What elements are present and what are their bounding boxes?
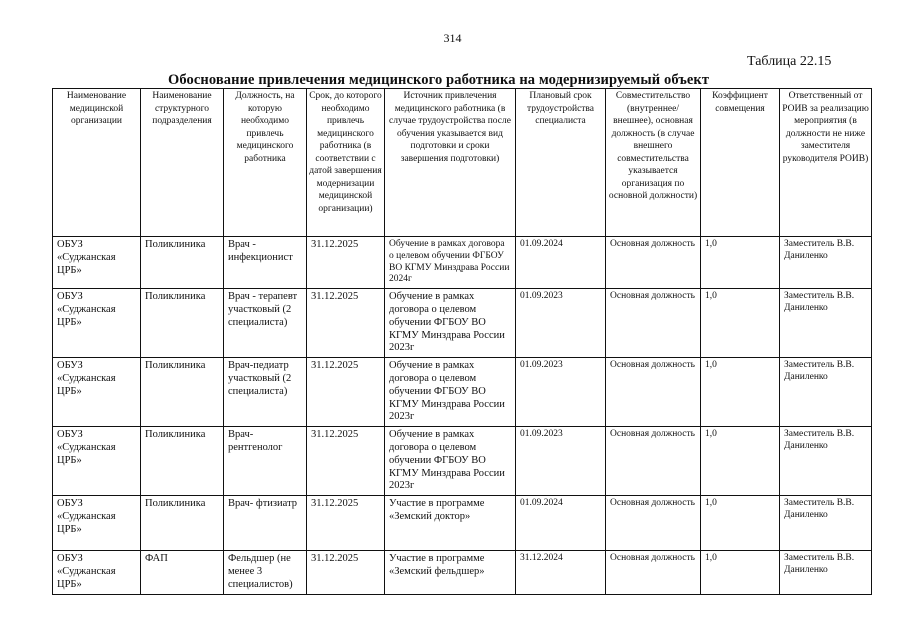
- cell-planned: 31.12.2024: [516, 551, 606, 595]
- column-header: Ответственный от РОИВ за реализацию мероприятия (в должности не ниже заместителя руководителя РОИВ): [780, 89, 872, 237]
- cell-responsible: Заместитель В.В. Даниленко: [780, 427, 872, 496]
- cell-org: ОБУЗ «Суджанская ЦРБ»: [53, 551, 141, 595]
- cell-planned: 01.09.2023: [516, 358, 606, 427]
- table-label: Таблица 22.15: [747, 54, 832, 69]
- document-title: Обоснование привлечения медицинского работника на модернизируемый объект: [168, 72, 710, 88]
- cell-position: Врач-педиатр участковый (2 специалиста): [224, 358, 307, 427]
- cell-source: Обучение в рамках договора о целевом обучении ФГБОУ ВО КГМУ Минздрава России 2023г: [385, 427, 516, 496]
- cell-coef: 1,0: [701, 289, 780, 358]
- table-row: [53, 237, 872, 289]
- cell-position: Врач-рентгенолог: [224, 427, 307, 496]
- page-number: 314: [443, 31, 462, 45]
- cell-position: Врач - терапевт участковый (2 специалиста): [224, 289, 307, 358]
- cell-deadline: 31.12.2025: [307, 289, 385, 358]
- cell-combination: Основная должность: [606, 551, 701, 595]
- cell-planned: 01.09.2024: [516, 237, 606, 289]
- cell-responsible: Заместитель В.В. Даниленко: [780, 358, 872, 427]
- cell-org: ОБУЗ «Суджанская ЦРБ»: [53, 289, 141, 358]
- cell-planned: 01.09.2024: [516, 496, 606, 551]
- cell-deadline: 31.12.2025: [307, 237, 385, 289]
- cell-combination: Основная должность: [606, 358, 701, 427]
- table-row: [53, 358, 872, 427]
- cell-unit: Поликлиника: [141, 289, 224, 358]
- cell-source: Обучение в рамках договора о целевом обучении ФГБОУ ВО КГМУ Минздрава России 2023г: [385, 289, 516, 358]
- table-row: [53, 289, 872, 358]
- column-header: Наименование структурного подразделения: [141, 89, 224, 237]
- cell-source: Участие в программе «Земский доктор»: [385, 496, 516, 551]
- cell-coef: 1,0: [701, 551, 780, 595]
- table-header-row: [53, 89, 872, 237]
- cell-coef: 1,0: [701, 427, 780, 496]
- cell-responsible: Заместитель В.В. Даниленко: [780, 496, 872, 551]
- cell-planned: 01.09.2023: [516, 427, 606, 496]
- cell-unit: Поликлиника: [141, 237, 224, 289]
- cell-source: Участие в программе «Земский фельдшер»: [385, 551, 516, 595]
- cell-combination: Основная должность: [606, 237, 701, 289]
- cell-org: ОБУЗ «Суджанская ЦРБ»: [53, 237, 141, 289]
- column-header: Плановый срок трудоустройства специалиста: [516, 89, 606, 237]
- cell-position: Врач- фтизиатр: [224, 496, 307, 551]
- cell-planned: 01.09.2023: [516, 289, 606, 358]
- cell-unit: ФАП: [141, 551, 224, 595]
- column-header: Совместительство (внутреннее/внешнее), основная должность (в случае внешнего совместительства указывается организация по основной должности): [606, 89, 701, 237]
- cell-responsible: Заместитель В.В. Даниленко: [780, 237, 872, 289]
- cell-position: Фельдшер (не менее 3 специалистов): [224, 551, 307, 595]
- cell-unit: Поликлиника: [141, 496, 224, 551]
- cell-org: ОБУЗ «Суджанская ЦРБ»: [53, 358, 141, 427]
- cell-deadline: 31.12.2025: [307, 427, 385, 496]
- cell-org: ОБУЗ «Суджанская ЦРБ»: [53, 496, 141, 551]
- column-header: Коэффициент совмещения: [701, 89, 780, 237]
- column-header: Наименование медицинской организации: [53, 89, 141, 237]
- cell-combination: Основная должность: [606, 496, 701, 551]
- cell-coef: 1,0: [701, 358, 780, 427]
- cell-position: Врач - инфекционист: [224, 237, 307, 289]
- table-row: [53, 427, 872, 496]
- column-header: Источник привлечения медицинского работника (в случае трудоустройства после обучения указывается вид подготовки и сроки завершения подготовки): [385, 89, 516, 237]
- cell-responsible: Заместитель В.В. Даниленко: [780, 551, 872, 595]
- cell-unit: Поликлиника: [141, 427, 224, 496]
- column-header: Срок, до которого необходимо привлечь медицинского работника (в соответствии с датой завершения модернизации медицинской организации): [307, 89, 385, 237]
- table-row: [53, 496, 872, 551]
- cell-combination: Основная должность: [606, 427, 701, 496]
- column-header: Должность, на которую необходимо привлечь медицинского работника: [224, 89, 307, 237]
- cell-coef: 1,0: [701, 237, 780, 289]
- cell-source: Обучение в рамках договора о целевом обучении ФГБОУ ВО КГМУ Минздрава России 2024г: [385, 237, 516, 289]
- cell-deadline: 31.12.2025: [307, 496, 385, 551]
- cell-deadline: 31.12.2025: [307, 358, 385, 427]
- cell-unit: Поликлиника: [141, 358, 224, 427]
- table-row: [53, 551, 872, 595]
- cell-deadline: 31.12.2025: [307, 551, 385, 595]
- cell-source: Обучение в рамках договора о целевом обучении ФГБОУ ВО КГМУ Минздрава России 2023г: [385, 358, 516, 427]
- cell-coef: 1,0: [701, 496, 780, 551]
- cell-responsible: Заместитель В.В. Даниленко: [780, 289, 872, 358]
- staffing-table: [52, 88, 872, 595]
- cell-org: ОБУЗ «Суджанская ЦРБ»: [53, 427, 141, 496]
- cell-combination: Основная должность: [606, 289, 701, 358]
